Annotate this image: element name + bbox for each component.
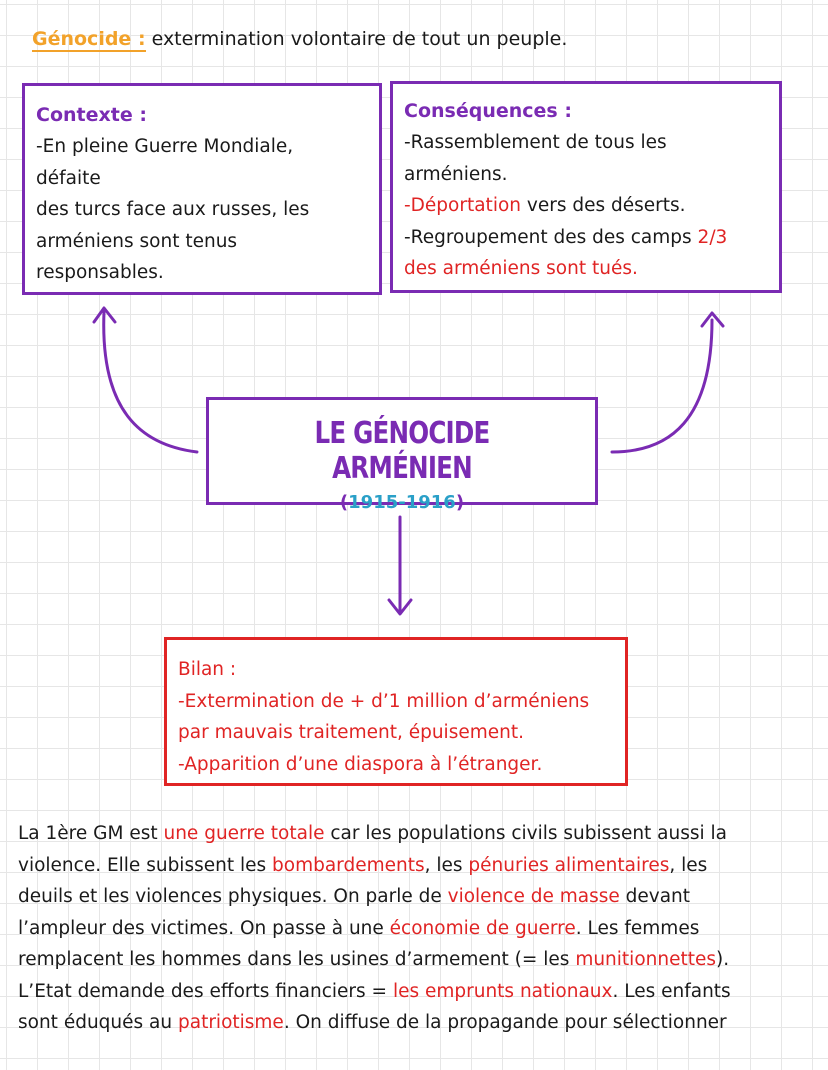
consequences-line [404,190,779,222]
consequences-line [404,222,779,254]
paren-open: ( [339,492,349,513]
bilan-line: -Apparition d’une diaspora à l’étranger. [178,753,543,775]
consequences-line: -Rassemblement de tous les [404,132,667,153]
text: . Les femmes [575,917,700,939]
contexte-box [22,83,382,295]
highlight: bombardements [272,854,425,876]
contexte-title: Contexte : [36,104,147,126]
text: L’Etat demande des efforts financiers = [18,980,393,1002]
consequences-line: arméniens. [404,163,508,185]
contexte-line: -En pleine Guerre Mondiale, [36,136,294,157]
highlight: violence de masse [447,886,620,907]
paragraph-line [18,850,808,882]
text: devant [619,886,691,907]
text: . On diffuse de la propagande pour sélectionner [283,1012,727,1033]
consequences-title: Conséquences : [404,100,572,122]
bilan-line: -Extermination de + d’1 million d’arméniens [178,690,590,712]
consequences-text: -Regroupement des des camps [404,226,698,248]
text: car les populations civils subissent aussi la [324,823,728,844]
highlight-deportation: -Déportation [404,195,521,216]
text: deuils et les violences physiques. On parle de [18,886,448,907]
bilan-title: Bilan : [178,659,237,680]
central-title-box [206,397,598,513]
highlight: pénuries alimentaires [468,854,670,876]
summary-paragraph [18,818,808,1039]
central-years [209,492,595,513]
text: ). [716,949,730,970]
paragraph-line [18,976,808,1008]
highlight-fraction: 2/3 [697,226,728,248]
text: l’ampleur des victimes. On passe à une [18,917,390,939]
arrow-to-contexte [104,312,197,452]
text: remplacent les hommes dans les usines d’armement (= les [18,949,576,970]
highlight: les emprunts nationaux [392,980,613,1002]
definition-text: extermination volontaire de tout un peuple. [145,28,568,50]
highlight: économie de guerre [389,917,576,939]
paragraph-line [18,881,808,913]
contexte-line: responsables. [36,262,164,283]
highlight: munitionnettes [575,949,716,970]
text: violence. Elle subissent les [18,854,273,876]
text: , les [424,854,469,876]
text: La 1ère GM est [18,823,164,844]
consequences-text: vers des déserts. [521,195,686,216]
highlight: une guerre totale [163,823,325,844]
bilan-box [164,637,628,786]
consequences-line: des arméniens sont tués. [404,258,638,279]
paragraph-line [18,1007,808,1039]
contexte-line: défaite [36,167,101,189]
paragraph-line [18,913,808,945]
central-title: LE GÉNOCIDE ARMÉNIEN [314,416,490,486]
paren-close: ) [455,492,465,513]
bilan-line: par mauvais traitement, épuisement. [178,722,524,743]
text: , les [669,854,708,876]
consequences-box [390,81,782,293]
years-value: 1915-1916 [348,492,456,513]
paragraph-line [18,818,808,850]
arrow-to-consequences [612,320,712,452]
highlight: patriotisme [177,1012,284,1033]
text: . Les enfants [612,980,731,1002]
paragraph-line [18,944,808,976]
contexte-line: des turcs face aux russes, les [36,199,310,220]
contexte-line: arméniens sont tenus [36,230,238,252]
definition-term: Génocide : [32,28,146,50]
text: sont éduqués au [18,1012,178,1033]
